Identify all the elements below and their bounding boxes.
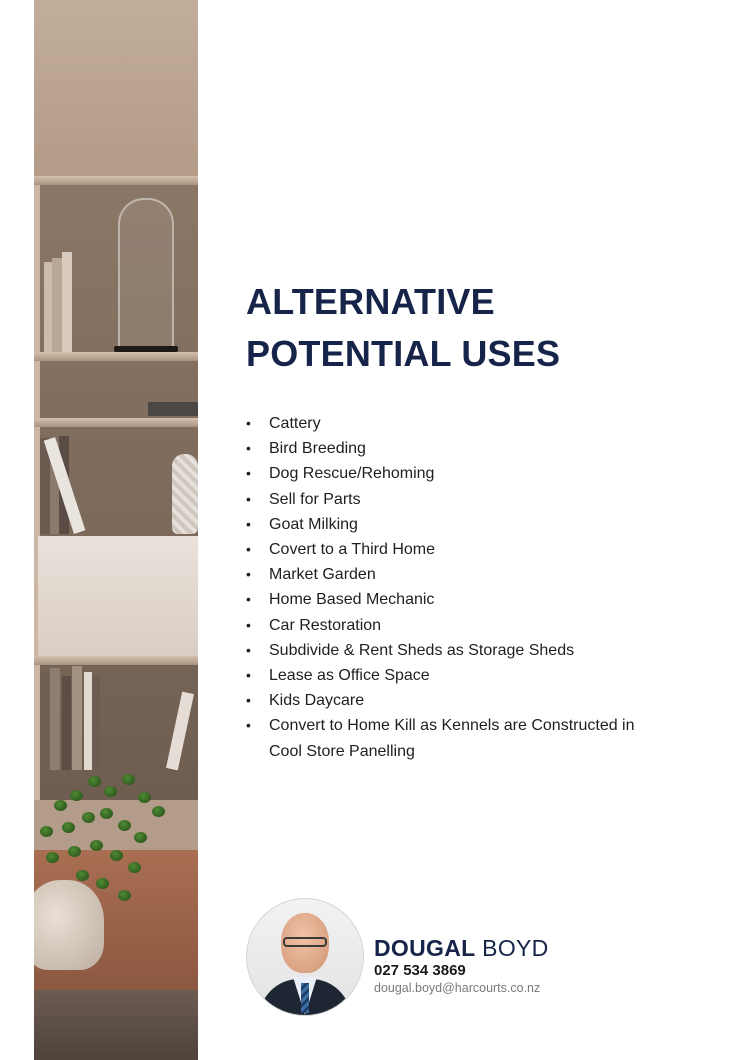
- photo-book: [44, 262, 52, 352]
- uses-list: [246, 411, 666, 764]
- photo-plant-leaf: [68, 846, 81, 857]
- photo-plant-leaf: [62, 822, 75, 833]
- photo-plant-leaf: [100, 808, 113, 819]
- photo-shelf: [34, 352, 198, 361]
- photo-shelf: [34, 418, 198, 427]
- photo-plant-leaf: [90, 840, 103, 851]
- page-title-line-1: ALTERNATIVE: [246, 281, 495, 322]
- photo-plant-pot: [34, 880, 104, 970]
- list-item: • Home Based Mechanic: [246, 587, 666, 612]
- photo-plant-leaf: [76, 870, 89, 881]
- agent-phone: 027 534 3869: [374, 962, 466, 979]
- list-item: • Lease as Office Space: [246, 663, 666, 688]
- photo-plant-leaf: [70, 790, 83, 801]
- photo-plant-leaf: [104, 786, 117, 797]
- photo-plant-leaf: [134, 832, 147, 843]
- agent-first-name: DOUGAL: [374, 935, 476, 961]
- photo-plant-leaf: [138, 792, 151, 803]
- photo-plant-leaf: [128, 862, 141, 873]
- list-item: • Covert to a Third Home: [246, 537, 666, 562]
- list-item: • Sell for Parts: [246, 487, 666, 512]
- photo-book: [84, 672, 92, 770]
- avatar-tie: [301, 983, 309, 1013]
- list-item: • Kids Daycare: [246, 688, 666, 713]
- list-item: • Goat Milking: [246, 512, 666, 537]
- photo-shelf: [34, 656, 198, 665]
- photo-plant-leaf: [40, 826, 53, 837]
- agent-avatar: [246, 898, 364, 1016]
- photo-plant-leaf: [54, 800, 67, 811]
- photo-book: [62, 252, 72, 352]
- photo-book: [40, 672, 50, 770]
- photo-book: [92, 678, 100, 770]
- photo-plant-leaf: [96, 878, 109, 889]
- page-title: [246, 276, 706, 380]
- list-item: • Bird Breeding: [246, 436, 666, 461]
- photo-floor-rug: [34, 990, 198, 1060]
- photo-plant-leaf: [152, 806, 165, 817]
- photo-plant-leaf: [122, 774, 135, 785]
- photo-glass-dome: [118, 198, 174, 350]
- interior-photo: [34, 0, 198, 1060]
- list-item: • Subdivide & Rent Sheds as Storage Sheds: [246, 638, 666, 663]
- photo-plant-leaf: [88, 776, 101, 787]
- photo-plant-leaf: [110, 850, 123, 861]
- photo-plant-leaf: [118, 820, 131, 831]
- agent-name: [374, 934, 549, 962]
- photo-plant-leaf: [46, 852, 59, 863]
- photo-book: [50, 668, 60, 770]
- agent-email: dougal.boyd@harcourts.co.nz: [374, 981, 541, 995]
- photo-book: [52, 258, 62, 352]
- photo-shelf: [34, 176, 198, 185]
- photo-book: [72, 666, 82, 770]
- photo-wall: [34, 0, 198, 180]
- photo-drawer: [38, 536, 198, 656]
- list-item: • Convert to Home Kill as Kennels are Constructed in Cool Store Panelling: [246, 713, 666, 763]
- photo-book: [62, 676, 71, 770]
- photo-plant-leaf: [118, 890, 131, 901]
- list-item: • Car Restoration: [246, 613, 666, 638]
- photo-book: [148, 402, 198, 416]
- avatar-glasses: [283, 937, 327, 947]
- page-title-line-2: POTENTIAL USES: [246, 333, 561, 374]
- agent-last-name: BOYD: [482, 935, 549, 961]
- photo-plant-leaf: [82, 812, 95, 823]
- list-item: • Market Garden: [246, 562, 666, 587]
- photo-vase: [172, 454, 198, 534]
- photo-dome-base: [114, 346, 178, 352]
- list-item: • Dog Rescue/Rehoming: [246, 461, 666, 486]
- list-item: • Cattery: [246, 411, 666, 436]
